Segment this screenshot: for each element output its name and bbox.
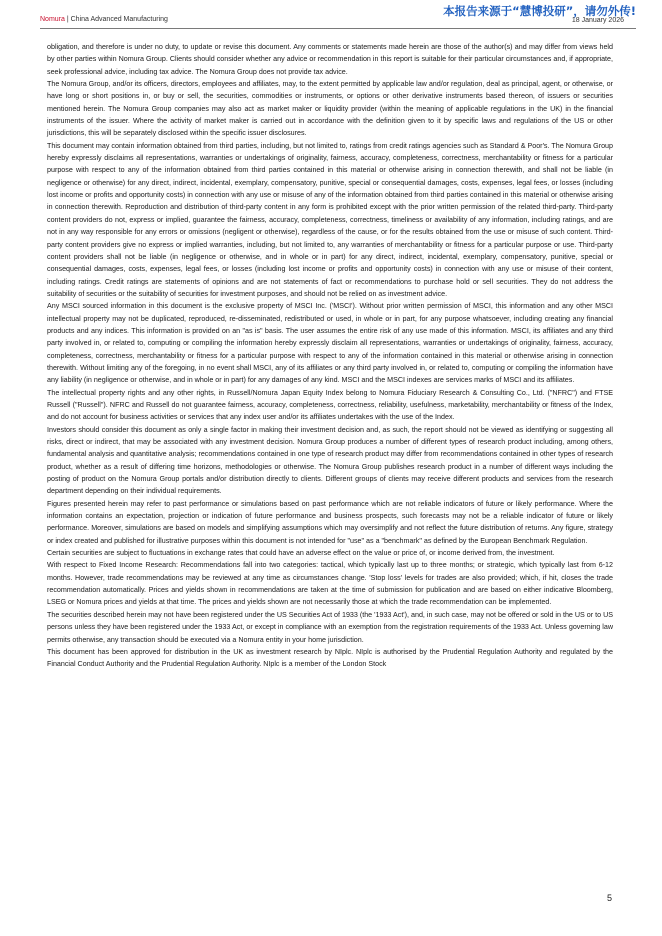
disclaimer-paragraph: The intellectual property rights and any other rights, in Russell/Nomura Japan Equity Index belong to Nomura Fiduciary Research & Consulting Co., Ltd. ("NFRC") and FTSE Russell ("Russell"). NFRC and Russell do not guarantee fairness, accuracy, completeness, correctness, reliability, usefulness, marketability, merchantability or fitness of the Index, and do not account for business activities or services that any index user and/or its affiliates undertakes with the use of the Index.: [47, 388, 613, 422]
report-date: 18 January 2026: [571, 17, 624, 24]
report-title: China Advanced Manufacturing: [70, 16, 168, 23]
header-brand: [40, 16, 168, 23]
disclaimer-paragraph: With respect to Fixed Income Research: Recommendations fall into two categories: tactical, which typically last up to three months; or strategic, which typically last from 6-12 months. However, trade recommendations may be reviewed at any time as circumstances change. 'Stop loss' levels for trades are also provided; which, if hit, closes the trade recommendation automatically. Prices and yields shown in recommendations are taken at the time of submission for publication and are based on either indicative Bloomberg, LSEG or Nomura prices and yields at that time. The prices and yields shown are not necessarily those at which the trade recommendation can be implemented.: [47, 561, 613, 607]
disclaimer-paragraph: This document has been approved for distribution in the UK as investment research by NIplc. NIplc is authorised by the Prudential Regulation Authority and regulated by the Financial Conduct Authority and the Prudential Regulation Authority. NIplc is a member of the London Stock: [47, 647, 613, 669]
disclaimer-paragraph: The securities described herein may not have been registered under the US Securities Act of 1933 (the '1933 Act'), and, in such case, may not be offered or sold in the US or to US persons unless they have been registered under the 1933 Act, or except in compliance with an exemption from the registration requirements of the 1933 Act. Unless governing law permits otherwise, any transaction should be executed via a Nomura entity in your home jurisdiction.: [47, 610, 613, 644]
disclaimer-paragraph: obligation, and therefore is under no duty, to update or revise this document. Any comments or statements made herein are those of the author(s) and may differ from views held by other parties within Nomura Group. Clients should consider whether any advice or recommendation in this report is suitable for their particular circumstances and, if appropriate, seek professional advice, including tax advice. The Nomura Group does not provide tax advice.: [47, 43, 613, 76]
disclaimer-paragraph: This document may contain information obtained from third parties, including, but not limited to, ratings from credit ratings agencies such as Standard & Poor's. The Nomura Group hereby expressly disclaims all representations, warranties or undertakings of originality, fairness, accuracy, completeness, correctness, merchantability or fitness for a particular purpose with respect to any of the information obtained from third parties contained in this material or otherwise arising in connection therewith, and shall not be liable (in negligence or otherwise) for any direct, indirect, incidental, exemplary, compensatory, punitive, special or consequential damages, costs, expenses, legal fees, or losses (including lost income or profits and opportunity costs) in connection with any use or misuse of any of the information obtained from third parties contained in this material or otherwise arising in connection therewith. Reproduction and distribution of third-party content in any form is prohibited except with the prior written permission of the related third-party. Third-party content providers do not, express or implied, guarantee the fairness, accuracy, completeness, correctness, timeliness or availability of any information, including ratings, and are not in any way responsible for any errors or omissions (negligent or otherwise), regardless of the cause, or for the results obtained from the use or misuse of such content. Third-party content providers give no express or implied warranties, including, but not limited to, any warranties of merchantability or fitness for a particular purpose or use. Third-party content providers shall not be liable (in negligence or otherwise, and in whole or in part) for any direct, indirect, incidental, exemplary, compensatory, punitive, special or consequential damages, costs, expenses, legal fees, or losses (including lost income or profits and opportunity costs) in connection with any use or misuse of their content, including ratings. Credit ratings are statements of opinions and are not statements of fact or recommendations to purchase hold or sell securities. They do not address the suitability of securities or the suitability of securities for investment purposes, and should not be relied on as investment advice.: [47, 141, 613, 298]
watermark-notice: 本报告来源于“慧博投研”，请勿外传!: [443, 4, 636, 18]
disclaimer-paragraph: Certain securities are subject to fluctuations in exchange rates that could have an adverse effect on the value or price of, or income derived from, the investment.: [47, 549, 555, 558]
brand-separator: |: [64, 16, 71, 23]
page-header: [40, 0, 636, 29]
disclaimer-paragraph: Any MSCI sourced information in this document is the exclusive property of MSCI Inc. ('MSCI'). Without prior written permission of MSCI, this information and any other MSCI intellectual property may not be duplicated, reproduced, re-disseminated, redistributed or used, in whole or in part, for any purpose whatsoever, including creating any financial products and any indices. This information is provided on an "as is" basis. The user assumes the entire risk of any use made of this information. MSCI, its affiliates and any third party involved in, or related to, computing or compiling the information hereby expressly disclaim all representations, warranties or undertakings of originality, fairness, accuracy, completeness, correctness, merchantability or fitness for a particular purpose with respect to any of the information contained in this material or otherwise arising in connection therewith. Without limiting any of the foregoing, in no event shall MSCI, any of its affiliates or any third party involved in, or related to, computing or compiling the information have any liability (in negligence or otherwise, and in whole or in part) for any damages of any kind. MSCI and the MSCI indexes are services marks of MSCI and its affiliates.: [47, 302, 613, 385]
page-number: 5: [606, 893, 612, 903]
disclaimer-paragraph: Figures presented herein may refer to past performance or simulations based on past performance which are not reliable indicators of future or likely performance. Where the information contains an expectation, projection or indication of future performance and business prospects, such forecasts may not be a reliable indicator of future or likely performance. Moreover, simulations are based on models and simplifying assumptions which may oversimplify and not reflect the future distribution of returns. Any figure, strategy or index created and published for illustrative purposes within this document is not intended for "use" as a "benchmark" as defined by the European Benchmark Regulation.: [47, 499, 613, 545]
brand-name: Nomura: [40, 16, 65, 23]
disclaimer-body: [47, 41, 613, 671]
disclaimer-paragraph: Investors should consider this document as only a single factor in making their investment decision and, as such, the report should not be viewed as identifying or suggesting all risks, direct or indirect, that may be associated with any investment decision. Nomura Group produces a number of different types of research product including, among others, fundamental analysis and quantitative analysis; recommendations contained in one type of research product may differ from recommendations contained in other types of research product, whether as a result of differing time horizons, methodologies or otherwise. The Nomura Group publishes research product in a number of different ways including the posting of product on the Nomura Group portals and/or distribution directly to clients. Different groups of clients may receive different products and services from the research department depending on their individual requirements.: [47, 425, 613, 496]
disclaimer-paragraph: The Nomura Group, and/or its officers, directors, employees and affiliates, may, to the extent permitted by applicable law and/or regulation, deal as principal, agent, or otherwise, or have long or short positions in, or buy or sell, the securities, commodities or instruments, or options or other derivative instruments based thereon, of issuers or securities mentioned herein. The Nomura Group companies may also act as market maker or liquidity provider (within the meaning of applicable regulations in the UK) in the financial instruments of the issuer. Where the activity of market maker is carried out in accordance with the definition given to it by specific laws and regulations of the US or other jurisdictions, this will be separately disclosed within the specific issuer disclosures.: [47, 80, 613, 138]
